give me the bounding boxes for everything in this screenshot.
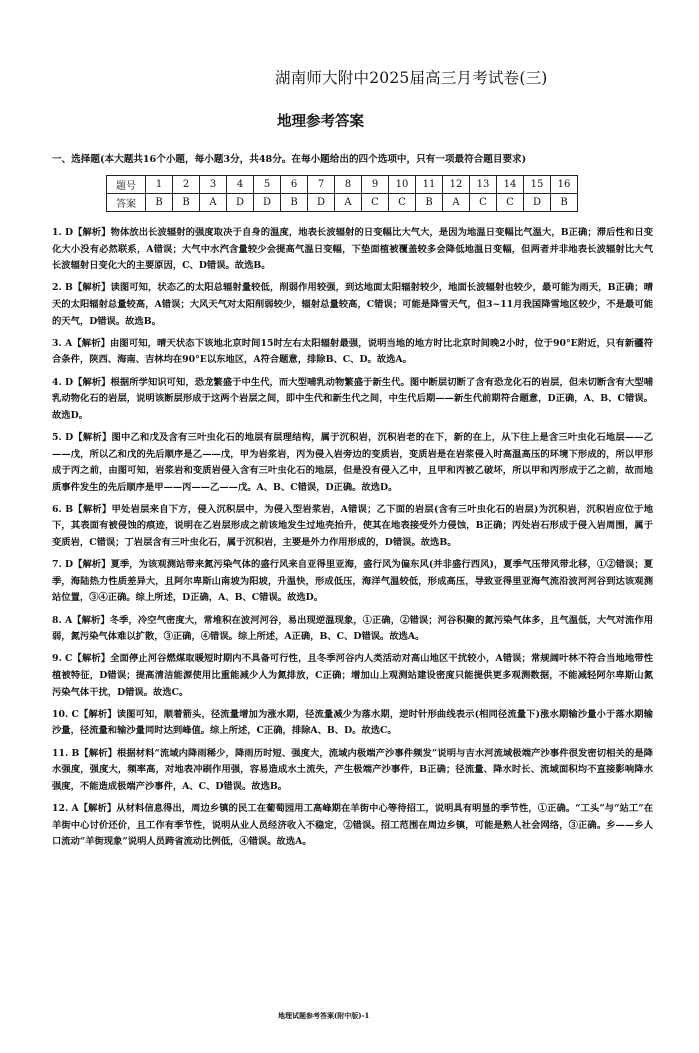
document-subtitle: 地理参考答案 [277,113,364,130]
question-number: 6 [281,176,308,194]
answer-letter: C [389,194,416,212]
question-number: 10 [389,176,416,194]
answer-letter: B [281,194,308,212]
answer-table [106,175,578,212]
question-number: 3 [200,176,227,194]
row-label-answer: 答案 [107,194,146,212]
answer-letter: A [443,194,470,212]
answer-letter: C [362,194,389,212]
question-number: 4 [227,176,254,194]
section-heading: 一、选择题(本大题共16个小题，每小题3分，共48分。在每小题给出的四个选项中，只有一项最符合题目要求) [52,154,527,165]
explanation-6: 6. B【解析】甲处岩层来自下方，侵入沉积层中，为侵入型岩浆岩，A错误；乙下面的岩层(含有三叶虫化石的岩层)为沉积岩，沉积岩应位于地下，其表面有被侵蚀的痕迹，说明在乙岩层形成之前该地发生过地壳抬升，使其在地表接受外力侵蚀，B正确；丙处岩石形成于侵入岩周围，属于变质岩，C错误；丁岩层含有三叶虫化石，属于沉积岩，主要是外力作用形成的，D错误。故选B。 [52,503,653,549]
answer-table-number-row [107,176,578,194]
explanation-11: 11. B【解析】根据材料“流域内降雨稀少，降雨历时短、强度大，流域内极端产沙事件频发”说明与吉水河流域极端产沙事件很发密切相关的是降水强度，强度大，频率高，对地表冲刷作用强，容易造成水土流失，产生极端产沙事件，B正确；径流量、降水时长、流域面积均不直接影响降水强度，不能造成极端产沙事件，A、C、D错误。故选B。 [52,747,653,792]
explanation-5: 5. D【解析】图中乙和戊及含有三叶虫化石的地层有层理结构，属于沉积岩，沉积岩老的在下，新的在上，从下往上是含三叶虫化石地层——乙——戊，所以乙和戊的先后顺序是乙——戊，甲为岩浆岩，丙为侵入岩旁边的变质岩，变质岩是在岩浆侵入时高温高压的环境下形成的，所以甲形成于丙之前，由图可知，岩浆岩和变质岩侵入含有三叶虫化石的地层，但是没有侵入乙中，且甲和丙被乙破坏，所以甲和丙形成于乙之前，故而地质事件发生的先后顺序是甲——丙——乙——戊。A、B、C错误，D正确。故选D。 [52,431,653,493]
page-footer: 地理试题参考答案(附中版)-1 [278,1011,370,1020]
explanation-1: 1. D【解析】物体放出长波辐射的强度取决于自身的温度，地表长波辐射的日变幅比大气大，是因为地温日变幅比气温大，B正确；滞后性和日变化大小没有必然联系，A错误；大气中水汽含量较少会提高气温日变幅，下垫面植被覆盖较多会降低地温日变幅，但两者并非地表长波辐射比大气长波辐射日变化大的主要原因，C、D错误。故选B。 [52,227,653,272]
explanation-4: 4. D【解析】根据所学知识可知，恐龙繁盛于中生代，而大型哺乳动物繁盛于新生代。图中断层切断了含有恐龙化石的岩层，但未切断含有大型哺乳动物化石的岩层，说明该断层形成于这两个岩层之间，即中生代和新生代之间，中生代后期——新生代前期符合题意，D正确，A、B、C错误。故选D。 [52,376,653,421]
question-number: 8 [335,176,362,194]
answer-letter: C [470,194,497,212]
answer-letter: D [524,194,551,212]
question-number: 1 [146,176,173,194]
row-label-number: 题号 [107,176,146,194]
explanation-7: 7. D【解析】夏季，为该观测站带来氮污染气体的盛行风来自亚得里亚海，盛行风为偏东风(并非盛行西风)，夏季气压带风带北移，①②错误；夏季，海陆热力性质差异大，且阿尔卑斯山南坡为阳坡，升温快，形成低压，海洋气温较低，形成高压，导致亚得里亚海气流沿波河河谷到达该观测站位置，③④正确。综上所述，D正确，A、B、C错误。故选D。 [52,559,653,604]
question-number: 13 [470,176,497,194]
explanation-8: 8. A【解析】冬季，冷空气密度大，常堆积在波河河谷，易出现逆温现象，①正确，②错误；河谷积聚的氮污染气体多，且气温低，大气对流作用弱，氮污染气体难以扩散，③正确，④错误。综上所述，A正确，B、C、D错误。故选A。 [52,614,653,643]
question-number: 7 [308,176,335,194]
answer-letter: D [227,194,254,212]
question-number: 5 [254,176,281,194]
question-number: 9 [362,176,389,194]
explanation-12: 12. A【解析】从材料信息得出，周边乡镇的民工在葡萄园用工高峰期在羊街中心等待招工，说明具有明显的季节性，①正确。“工头”与“站工”在羊街中心讨价还价，且工作有季节性，说明从业人员经济收入不稳定，②错误。招工范围在周边乡镇，可能是熟人社会网络，③正确。乡——乡人口流动“羊街现象”说明人员跨省流动比例低，④错误。故选A。 [52,802,653,848]
explanation-2: 2. B【解析】读图可知，状态乙的太阳总辐射量较低，削弱作用较强，到达地面太阳辐射较少，地面长波辐射也较少，最可能为雨天，B正确；晴天的太阳辐射总量较高，A错误；大风天气对太阳削弱较少，辐射总量较高，C错误；可能是降雪天气，但3~11月我国降雪地区较少，不是最可能的天气，D错误。故选B。 [52,282,653,327]
answer-letter: C [497,194,524,212]
question-number: 2 [173,176,200,194]
answer-letter: B [146,194,173,212]
answer-letter: B [173,194,200,212]
explanations-list [52,225,653,856]
answer-letter: D [254,194,281,212]
question-number: 12 [443,176,470,194]
document-title: 湖南师大附中2025届高三月考试卷(三) [275,69,548,87]
question-number: 16 [551,176,578,194]
question-number: 15 [524,176,551,194]
answer-table-answer-row [107,194,578,212]
question-number: 11 [416,176,443,194]
explanation-3: 3. A【解析】由图可知，晴天状态下该地北京时间15时左右太阳辐射最强，说明当地的地方时比北京时间晚2小时，位于90°E附近，只有新疆符合条件，陕西、海南、吉林均在90°E以东地区，A符合题意，排除B、C、D。故选A。 [52,337,653,366]
answer-letter: A [200,194,227,212]
answer-letter: B [416,194,443,212]
answer-letter: A [335,194,362,212]
answer-letter: D [308,194,335,212]
explanation-9: 9. C【解析】全面停止河谷燃煤取暖短时期内不具备可行性，且冬季河谷内人类活动对高山地区干扰较小，A错误；常规阔叶林不符合当地地带性植被特征，D错误；提高清洁能源使用比重能减少人为氮排放，C正确；增加山上观测站建设密度只能提供更多观测数据，不能减轻阿尔卑斯山氮污染气体干扰，D错误。故选C。 [52,653,653,698]
explanation-10: 10. C【解析】读图可知，顺着箭头，径流量增加为涨水期，径流量减少为落水期，逆时针形曲线表示(相同径流量下)涨水期输沙量小于落水期输沙量，径流量和输沙量同时达到峰值。综上所述，C正确，排除A、B、D。故选C。 [52,708,653,737]
answer-letter: B [551,194,578,212]
question-number: 14 [497,176,524,194]
